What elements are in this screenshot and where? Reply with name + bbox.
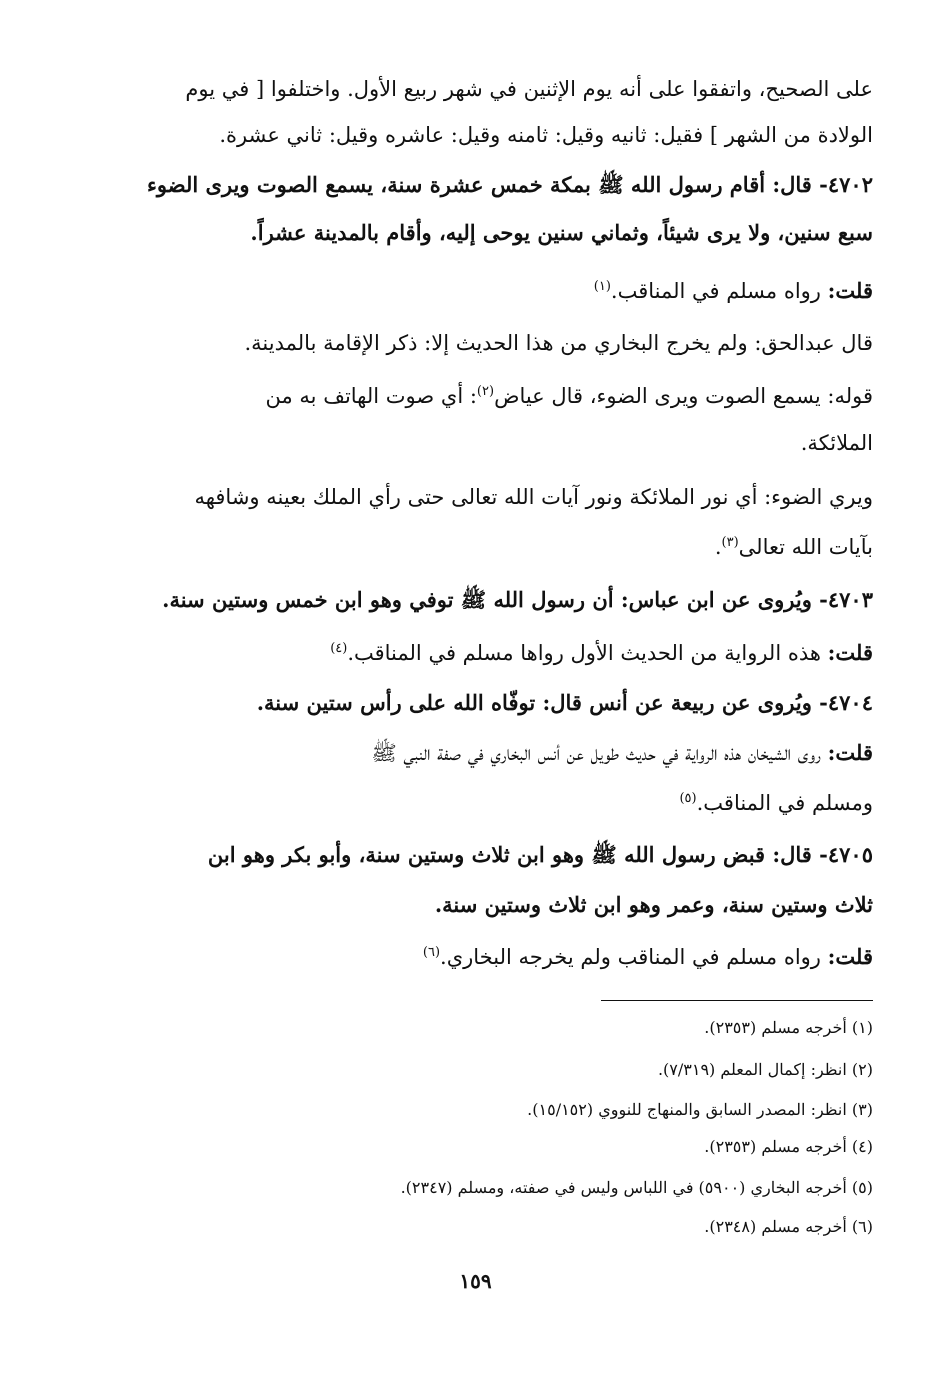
comment-lead: قلت: — [827, 740, 873, 765]
footnote: (٣) انظر: المصدر السابق والمنهاج للنووي (١٥/١٥٢). — [527, 1100, 873, 1119]
comment-lead: قلت: — [827, 640, 873, 665]
footnote-divider — [601, 1000, 873, 1001]
hadith-4705-line: ٤٧٠٥- قال: قبض رسول الله ﷺ وهو ابن ثلاث وستين سنة، وأبو بكر وهو ابن — [207, 842, 873, 867]
explanation-text: : أي صوت الهاتف به من — [265, 384, 477, 408]
hadith-4704: ٤٧٠٤- ويُروى عن ربيعة عن أنس قال: توفّاه الله على رأس ستين سنة. — [256, 690, 873, 715]
footnote: (٤) أخرجه مسلم (٢٣٥٣). — [704, 1137, 873, 1156]
hadith-4705-line: ثلاث وستين سنة، وعمر وهو ابن ثلاث وستين سنة. — [434, 892, 873, 917]
abdulhaq-note: قال عبدالحق: ولم يخرج البخاري من هذا الحديث إلا: ذكر الإقامة بالمدينة. — [244, 331, 873, 355]
footnote-ref: (٤) — [330, 641, 348, 656]
comment-text: رواه مسلم في المناقب. — [610, 279, 828, 303]
explanation-text: قوله: يسمع الصوت ويرى الضوء، قال عياض — [494, 384, 873, 408]
comment-4704 — [113, 738, 873, 768]
explanation-line: بآيات الله تعالى$^{(٣)}$. — [714, 535, 873, 559]
footnote: (١) أخرجه مسلم (٢٣٥٣). — [704, 1018, 873, 1037]
footnote-ref: (٢) — [476, 384, 495, 399]
footnote: (٥) أخرجه البخاري (٥٩٠٠) في اللباس وليس في صفته، ومسلم (٢٣٤٧). — [400, 1178, 873, 1197]
body-line: على الصحيح، واتفقوا على أنه يوم الإثنين في شهر ربيع الأول. واختلفوا [ في يوم — [185, 77, 873, 101]
explanation-line: الملائكة. — [800, 431, 873, 455]
comment-4703 — [113, 638, 873, 668]
footnote: (٢) انظر: إكمال المعلم (٧/٣١٩). — [657, 1060, 873, 1079]
comment-4704-cont — [83, 788, 873, 818]
explanation-text: بآيات الله تعالى — [738, 535, 873, 559]
comment-text: ومسلم في المناقب. — [696, 791, 873, 815]
hadith-4703: ٤٧٠٣- ويُروى عن ابن عباس: أن رسول الله ﷺ توفي وهو ابن خمس وستين سنة. — [162, 587, 873, 612]
comment-text: هذه الرواية من الحديث الأول رواها مسلم في المناقب. — [347, 641, 828, 665]
body-line: الولادة من الشهر ] فقيل: ثانيه وقيل: ثامنه وقيل: عاشره وقيل: ثاني عشرة. — [219, 123, 873, 147]
comment-lead: قلت: — [827, 278, 873, 303]
explanation-line — [113, 381, 873, 411]
footnote-ref: (٣) — [721, 535, 739, 550]
footnote-ref: (١) — [593, 279, 611, 294]
comment-text: روى الشيخان هذه الرواية في حديث طويل عن أنس البخاري في صفة النبي ﷺ — [371, 741, 828, 765]
page-number: ١٥٩ — [459, 1269, 492, 1293]
comment-4705 — [113, 942, 873, 972]
footnote-ref: (٥) — [679, 791, 697, 806]
explanation-line: ويري الضوء: أي نور الملائكة ونور آيات الله تعالى حتى رأي الملك بعينه وشافهه — [194, 485, 873, 509]
comment-text: رواه مسلم في المناقب ولم يخرجه البخاري. — [440, 945, 828, 969]
hadith-4702-line: ٤٧٠٢- قال: أقام رسول الله ﷺ بمكة خمس عشرة سنة، يسمع الصوت ويرى الضوء — [147, 172, 873, 197]
footnote-ref: (٦) — [422, 945, 441, 960]
comment-4702 — [113, 276, 873, 306]
comment-lead: قلت: — [827, 944, 873, 969]
footnote: (٦) أخرجه مسلم (٢٣٤٨). — [704, 1217, 873, 1236]
hadith-4702-line: سبع سنين، ولا يرى شيئاً، وثماني سنين يوحى إليه، وأقام بالمدينة عشراً. — [250, 220, 873, 245]
